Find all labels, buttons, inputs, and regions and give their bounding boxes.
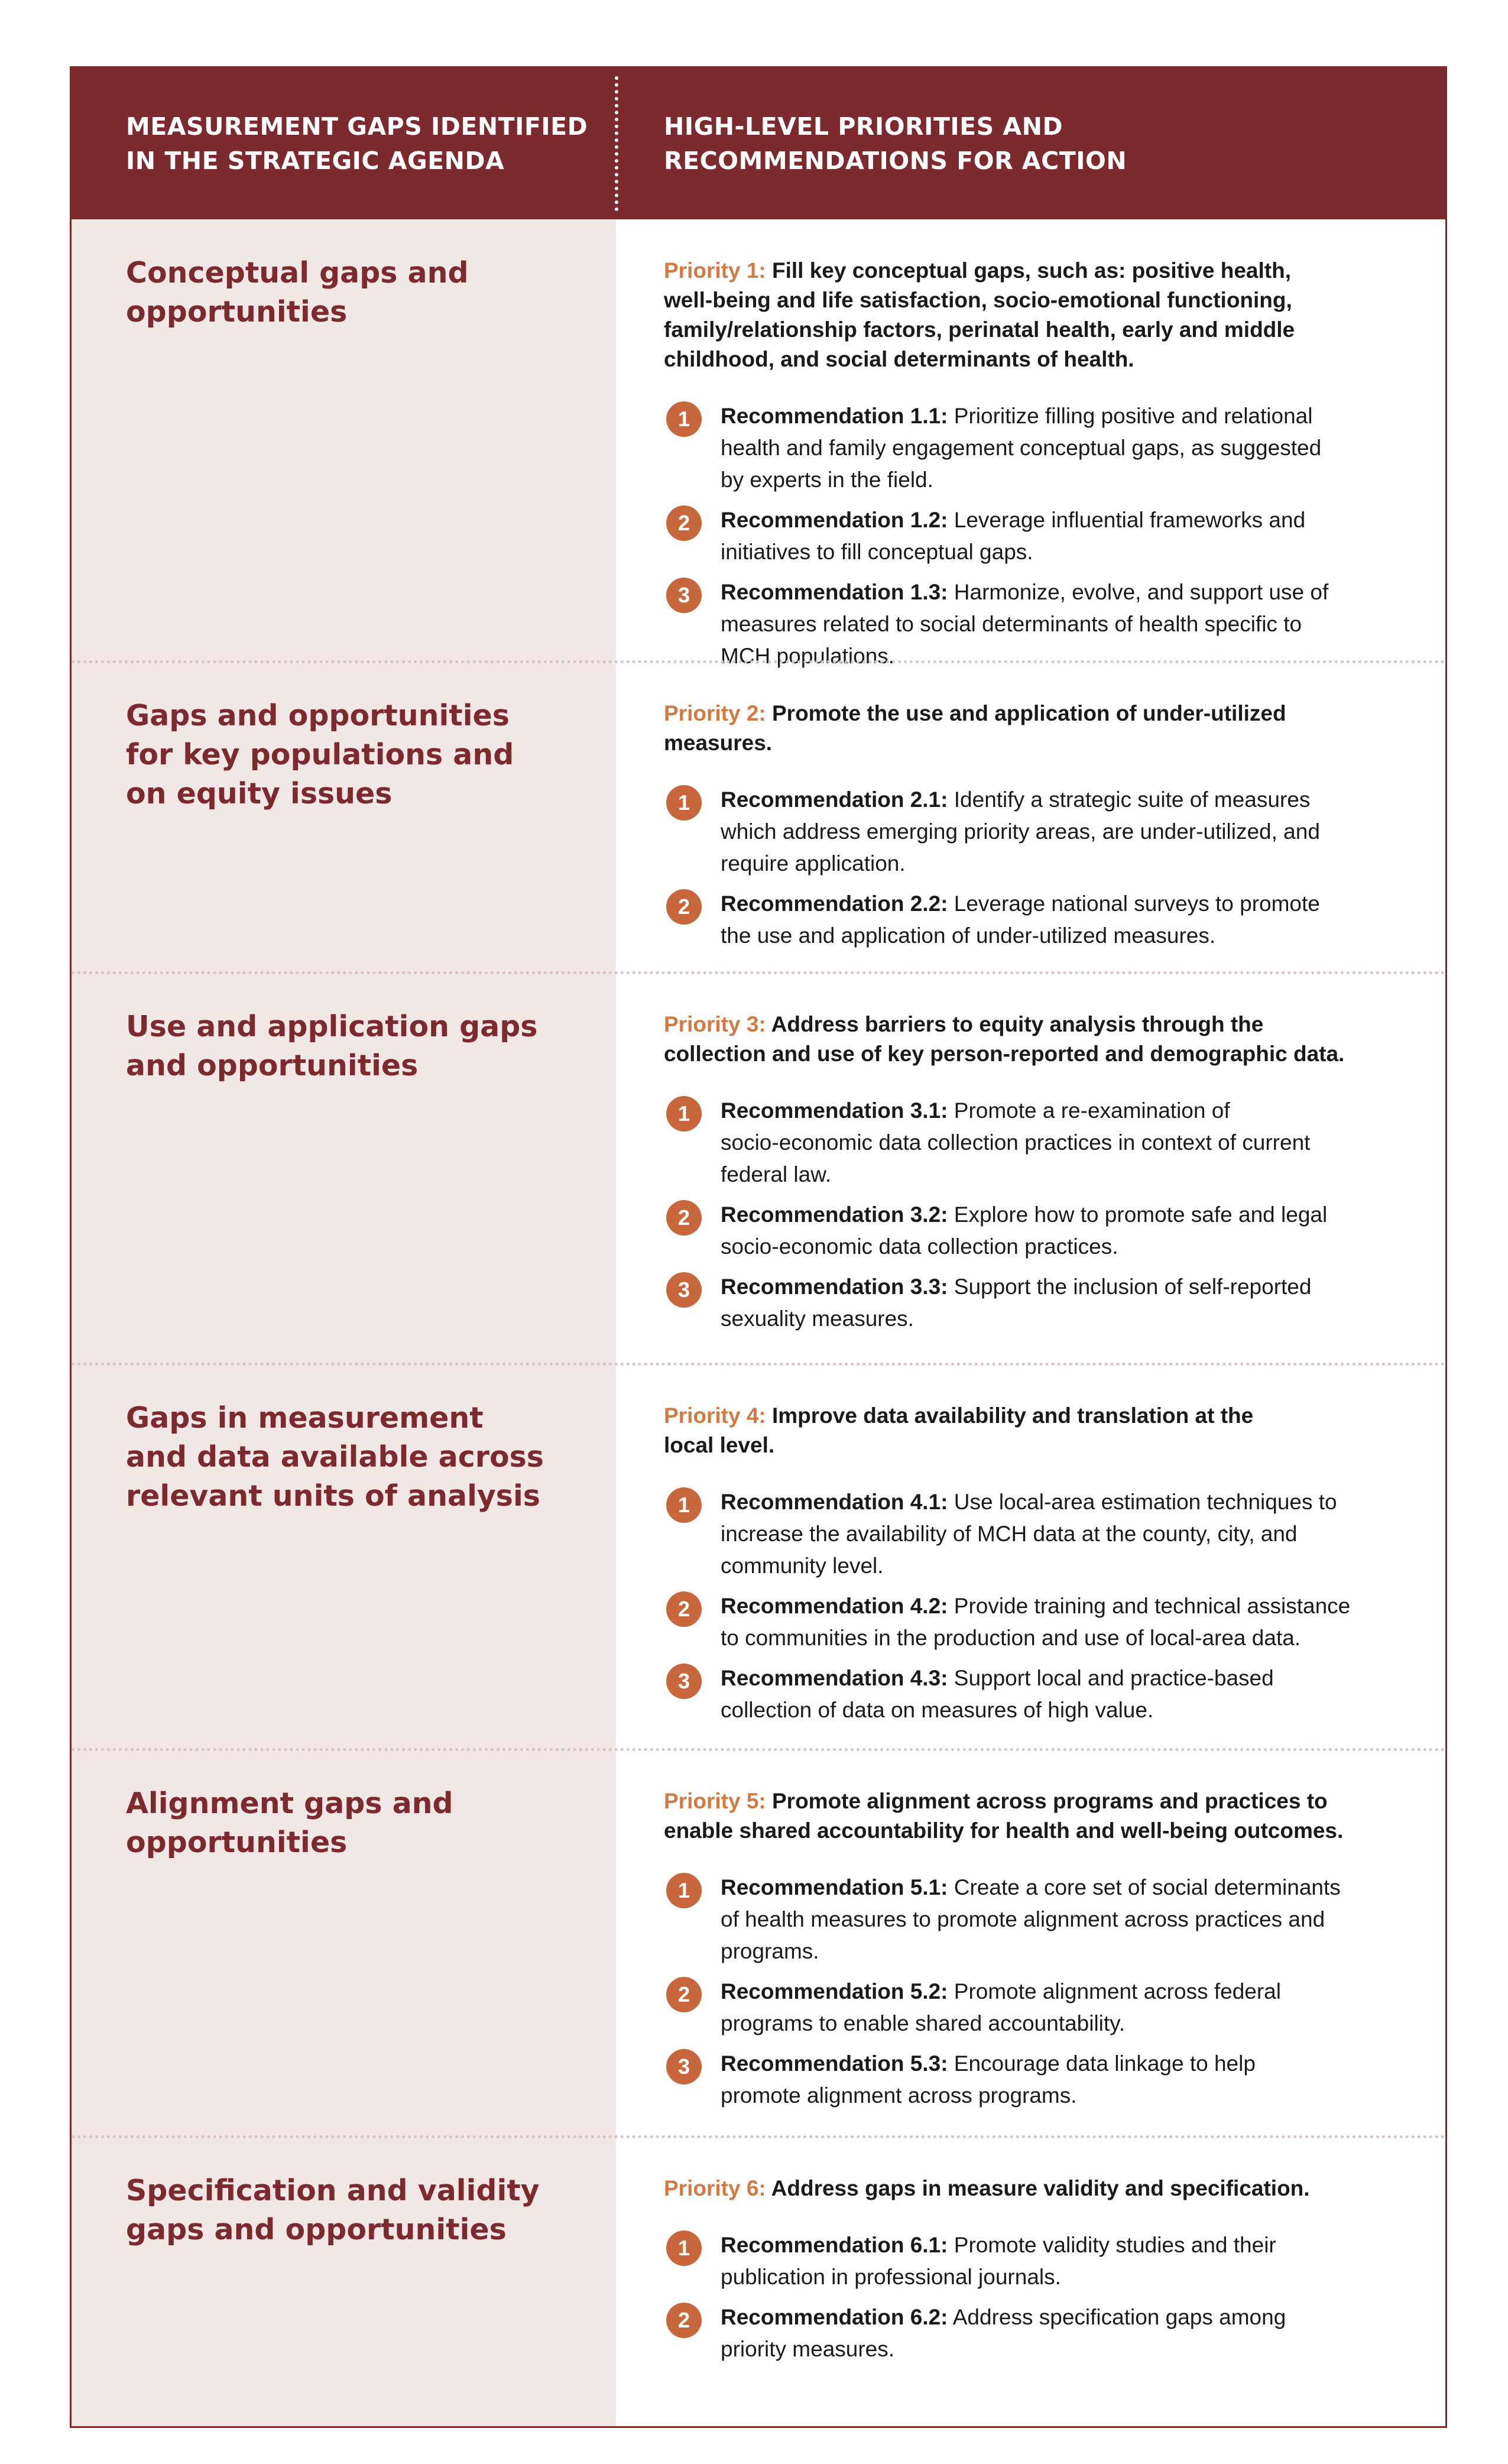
priority-block (664, 1787, 1415, 2120)
recommendation-item (664, 1872, 1415, 1967)
gap-title: Specification and validity gaps and opportunities (126, 2174, 540, 2246)
recommendation-item (664, 888, 1415, 952)
number-circle-icon: 3 (666, 2049, 702, 2084)
priorities-table (70, 66, 1447, 2428)
priority-block (664, 1010, 1415, 1343)
recommendation-body: Encourage data linkage to help promote alignment across programs. (721, 2051, 1256, 2108)
row-separator (72, 2135, 1445, 2138)
recommendation-label: Recommendation 4.1: (721, 1490, 948, 1514)
recommendation-text (721, 784, 1415, 880)
recommendation-item (664, 2301, 1415, 2365)
priority-label: Priority 2: (664, 701, 766, 725)
recommendation-label: Recommendation 2.2: (721, 891, 948, 916)
recommendation-text (721, 1590, 1415, 1654)
row-separator (72, 660, 1445, 663)
recommendation-body: Provide training and technical assistance to communities in the production and use of local-area data. (721, 1594, 1351, 1650)
recommendation-body: Leverage influential frameworks and initiatives to fill conceptual gaps. (721, 508, 1306, 564)
priority-block (664, 1401, 1415, 1734)
priority-label: Priority 3: (664, 1012, 766, 1036)
number-circle-icon: 3 (666, 578, 702, 613)
priority-text: Address gaps in measure validity and specification. (771, 2176, 1310, 2200)
number-circle-icon: 2 (666, 889, 702, 925)
priority-statement (664, 1787, 1415, 1846)
header-priorities-title: HIGH-LEVEL PRIORITIES AND RECOMMENDATIONS FOR ACTION (664, 112, 1127, 175)
recommendation-body: Identify a strategic suite of measures which address emerging priority areas, are under-utilized, and require application. (721, 787, 1320, 876)
recommendation-body: Promote alignment across federal programs to enable shared accountability. (721, 1979, 1281, 2035)
recommendation-text (721, 1095, 1415, 1191)
number-circle-icon: 1 (666, 1487, 702, 1523)
recommendation-label: Recommendation 1.1: (721, 404, 948, 428)
recommendation-body: Create a core set of social determinants of health measures to promote alignment across practices and programs. (721, 1875, 1341, 1963)
recommendation-body: Explore how to promote safe and legal socio-economic data collection practices. (721, 1202, 1328, 1259)
recommendation-body: Promote a re-examination of socio-economic data collection practices in context of current federal law. (721, 1098, 1311, 1186)
recommendation-text (721, 1486, 1415, 1582)
priority-statement (664, 2174, 1415, 2203)
number-circle-icon: 3 (666, 1272, 702, 1308)
number-circle-icon: 2 (666, 505, 702, 541)
priority-label: Priority 1: (664, 258, 766, 283)
table-header (72, 68, 1445, 219)
header-dotted-divider (615, 76, 618, 211)
recommendation-label: Recommendation 6.2: (721, 2305, 948, 2329)
priority-label: Priority 5: (664, 1789, 766, 1813)
recommendation-label: Recommendation 3.2: (721, 1202, 948, 1227)
recommendation-item (664, 1271, 1415, 1335)
recommendation-label: Recommendation 4.2: (721, 1594, 948, 1618)
recommendation-text (721, 504, 1415, 568)
recommendation-label: Recommendation 5.2: (721, 1979, 948, 2003)
recommendation-item (664, 784, 1415, 880)
recommendation-item (664, 2229, 1415, 2293)
recommendation-text (721, 1271, 1415, 1335)
recommendation-text (721, 576, 1415, 672)
recommendation-text (721, 2301, 1415, 2365)
recommendation-text (721, 2048, 1415, 2112)
priority-block (664, 256, 1415, 680)
recommendation-item (664, 2048, 1415, 2112)
recommendation-label: Recommendation 3.1: (721, 1098, 948, 1123)
recommendation-label: Recommendation 4.3: (721, 1666, 948, 1690)
recommendation-body: Harmonize, evolve, and support use of measures related to social determinants of health specific to MCH populations. (721, 580, 1329, 668)
priority-statement (664, 1401, 1415, 1460)
recommendation-body: Support the inclusion of self-reported sexuality measures. (721, 1275, 1312, 1331)
recommendation-text (721, 400, 1415, 496)
recommendation-label: Recommendation 5.3: (721, 2051, 948, 2076)
recommendation-label: Recommendation 1.3: (721, 580, 948, 604)
recommendation-label: Recommendation 2.1: (721, 787, 948, 812)
priority-text: Improve data availability and translation at the local level. (664, 1403, 1254, 1457)
recommendation-item (664, 576, 1415, 672)
row-separator (72, 971, 1445, 974)
recommendation-body: Leverage national surveys to promote the use and application of under-utilized measures. (721, 891, 1320, 948)
priority-block (664, 2174, 1415, 2374)
gap-title: Use and application gaps and opportunities (126, 1010, 538, 1082)
number-circle-icon: 2 (666, 1977, 702, 2012)
priority-text: Promote alignment across programs and practices to enable shared accountability for health and well-being outcomes. (664, 1789, 1344, 1843)
priority-text: Promote the use and application of under-utilized measures. (664, 701, 1286, 755)
gap-title: Conceptual gaps and opportunities (126, 256, 469, 329)
recommendation-text (721, 1872, 1415, 1967)
recommendation-body: Promote validity studies and their publication in professional journals. (721, 2233, 1276, 2289)
priority-text: Address barriers to equity analysis through the collection and use of key person-reported and demographic data. (664, 1012, 1345, 1066)
recommendation-item (664, 1662, 1415, 1726)
recommendation-label: Recommendation 5.1: (721, 1875, 948, 1899)
number-circle-icon: 1 (666, 2230, 702, 2266)
recommendation-item (664, 1095, 1415, 1191)
number-circle-icon: 3 (666, 1664, 702, 1699)
recommendation-item (664, 1199, 1415, 1263)
number-circle-icon: 1 (666, 1873, 702, 1908)
recommendation-item (664, 1486, 1415, 1582)
priority-statement (664, 699, 1415, 758)
recommendation-text (721, 1662, 1415, 1726)
priority-text: Fill key conceptual gaps, such as: positive health, well-being and life satisfaction, socio-emotional functioning, family/relationship factors, perinatal health, early and middle childhood, and social determinants of health. (664, 258, 1295, 371)
recommendation-text (721, 2229, 1415, 2293)
recommendation-body: Prioritize filling positive and relational health and family engagement conceptual gaps, as suggested by experts in the field. (721, 404, 1322, 492)
recommendation-body: Support local and practice-based collection of data on measures of high value. (721, 1666, 1274, 1722)
number-circle-icon: 1 (666, 1096, 702, 1132)
gap-title: Gaps and opportunities for key populations and on equity issues (126, 699, 514, 810)
number-circle-icon: 1 (666, 401, 702, 437)
recommendation-label: Recommendation 1.2: (721, 508, 948, 532)
recommendation-text (721, 1199, 1415, 1263)
priority-statement (664, 256, 1415, 374)
left-column-background (72, 68, 616, 2426)
recommendation-item (664, 1590, 1415, 1654)
priority-label: Priority 6: (664, 2176, 766, 2200)
priority-label: Priority 4: (664, 1403, 766, 1428)
recommendation-item (664, 1976, 1415, 2040)
row-separator (72, 1748, 1445, 1751)
header-gaps-title: MEASUREMENT GAPS IDENTIFIED IN THE STRATEGIC AGENDA (126, 112, 588, 175)
recommendation-item (664, 400, 1415, 496)
number-circle-icon: 2 (666, 1200, 702, 1236)
number-circle-icon: 2 (666, 1591, 702, 1627)
number-circle-icon: 2 (666, 2303, 702, 2338)
recommendation-text (721, 888, 1415, 952)
gap-title: Alignment gaps and opportunities (126, 1787, 453, 1859)
priority-block (664, 699, 1415, 960)
gap-title: Gaps in measurement and data available across relevant units of analysis (126, 1401, 544, 1513)
recommendation-body: Use local-area estimation techniques to increase the availability of MCH data at the county, city, and community level. (721, 1490, 1337, 1578)
recommendation-text (721, 1976, 1415, 2040)
recommendation-item (664, 504, 1415, 568)
priority-statement (664, 1010, 1415, 1069)
recommendation-body: Address specification gaps among priority measures. (721, 2305, 1286, 2361)
recommendation-label: Recommendation 3.3: (721, 1275, 948, 1299)
recommendation-label: Recommendation 6.1: (721, 2233, 948, 2257)
row-separator (72, 1363, 1445, 1366)
number-circle-icon: 1 (666, 785, 702, 821)
